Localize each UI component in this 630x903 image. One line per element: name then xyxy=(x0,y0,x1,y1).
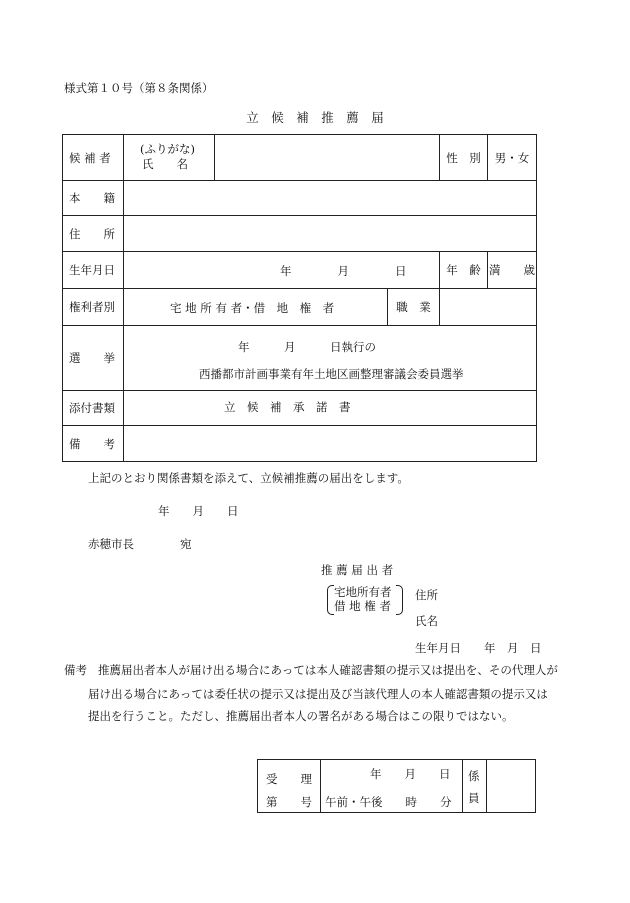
receipt-clerk-field[interactable] xyxy=(487,760,535,812)
submitter-name[interactable]: 氏名 xyxy=(415,614,438,628)
submitter-address[interactable]: 住所 xyxy=(415,588,438,602)
address-field[interactable] xyxy=(124,216,439,251)
age-unit[interactable]: 満 歳 xyxy=(489,263,535,277)
bracket-right xyxy=(396,585,403,615)
submitter-label: 推 薦 届 出 者 xyxy=(321,563,394,577)
notes-line-2: 届け出る場合にあっては委任状の提示又は提出及び当該代理人の本人確認書類の提示又は xyxy=(88,687,548,701)
rights-label: 権利者別 xyxy=(69,300,115,314)
notes-line-1: 推薦届出者本人が届け出る場合にあっては本人確認書類の提示又は提出を、その代理人が xyxy=(98,663,558,677)
address-label: 住 所 xyxy=(69,226,115,241)
occupation-field[interactable] xyxy=(440,289,536,325)
form-title: 立 候 補 推 薦 届 xyxy=(246,110,384,125)
birthdate-label: 生年月日 xyxy=(69,263,115,277)
rights-value[interactable]: 宅 地 所 有 者・借 地 権 者 xyxy=(170,301,335,315)
domicile-label: 本 籍 xyxy=(69,191,115,205)
attachments-value: 立 候 補 承 諾 書 xyxy=(224,400,351,414)
gender-options[interactable]: 男・女 xyxy=(494,150,530,165)
gender-label: 性 別 xyxy=(446,150,481,165)
receipt-date[interactable]: 年 月 日 xyxy=(370,767,451,781)
remarks-field[interactable] xyxy=(124,426,536,461)
submission-date[interactable]: 年 月 日 xyxy=(158,504,239,518)
submitter-type-owner: 宅地所有者 xyxy=(334,585,392,599)
bracket-left xyxy=(327,585,334,615)
receipt-number-label: 第 号 xyxy=(266,795,312,809)
addressee: 赤穂市長 xyxy=(88,537,134,551)
form-number: 様式第１０号（第８条関係） xyxy=(64,81,214,95)
submitter-birthdate[interactable]: 生年月日 年 月 日 xyxy=(415,641,542,655)
receipt-received-label: 受 理 xyxy=(266,772,312,786)
receipt-clerk-label-1: 係 xyxy=(468,769,480,783)
election-name: 西播都市計画事業有年土地区画整理審議会委員選挙 xyxy=(199,367,464,381)
addressee-suffix: 宛 xyxy=(180,537,192,551)
furigana-label: (ふりがな) xyxy=(140,142,195,156)
candidate-name-field[interactable] xyxy=(215,135,439,180)
occupation-label: 職 業 xyxy=(396,300,431,314)
name-label: 氏 名 xyxy=(142,157,188,171)
attachments-label: 添付書類 xyxy=(69,401,115,415)
submitter-type-lessee: 借 地 権 者 xyxy=(334,599,391,613)
statement: 上記のとおり関係書類を添えて、立候補推薦の届出をします。 xyxy=(88,471,409,485)
election-label: 選 挙 xyxy=(69,351,115,365)
domicile-field[interactable] xyxy=(124,181,536,215)
birthdate-value[interactable]: 年 月 日 xyxy=(280,264,407,278)
receipt-clerk-label-2: 員 xyxy=(468,791,480,805)
notes-line-3: 提出を行うこと。ただし、推薦届出者本人の署名がある場合はこの限りではない。 xyxy=(88,709,514,723)
candidate-label: 候 補 者 xyxy=(69,150,111,165)
receipt-time[interactable]: 午前・午後 時 分 xyxy=(325,795,452,809)
notes-label: 備考 xyxy=(64,663,87,677)
remarks-label: 備 考 xyxy=(69,436,115,451)
election-date[interactable]: 年 月 日執行の xyxy=(238,340,376,354)
age-label: 年 齢 xyxy=(446,263,481,277)
